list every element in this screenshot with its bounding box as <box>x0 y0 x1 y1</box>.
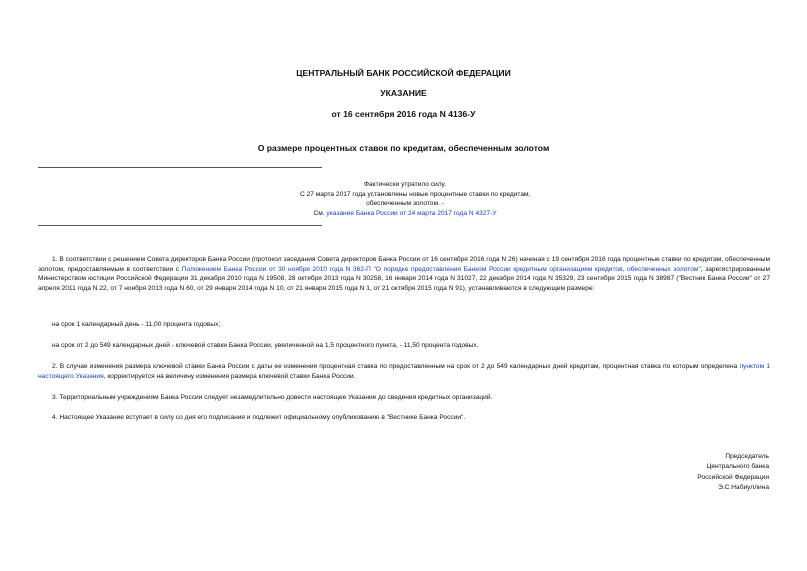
rate-item-1-day: на срок 1 календарный день - 11,00 процента годовых; <box>52 321 221 328</box>
organization-heading: ЦЕНТРАЛЬНЫЙ БАНК РОССИЙСКОЙ ФЕДЕРАЦИИ <box>296 68 511 78</box>
paragraph-4: 4. Настоящее Указание вступает в силу со дня его подписания и подлежит официальному опубликованию в "Вестнике Банка России". <box>52 414 466 421</box>
document-type-heading: УКАЗАНИЕ <box>380 88 427 98</box>
status-note-line-4 <box>300 209 510 219</box>
clause-1-link[interactable]: пунктом 1 настоящего Указания <box>38 363 770 380</box>
document-title: О размере процентных ставок по кредитам, обеспеченным золотом <box>257 143 550 153</box>
signature-organization: Центрального банка <box>706 463 769 471</box>
replacement-directive-link[interactable]: указание Банка России от 24 марта 2017 года N 4327-У <box>326 209 497 217</box>
divider-bottom <box>38 225 322 226</box>
document-date-number: от 16 сентября 2016 года N 4136-У <box>331 109 476 119</box>
regulation-362-p-link[interactable]: Положением Банка России от 30 ноября 2010 года N 362-П "О порядке предоставления Банком России кредитным организациям кредитов, обеспеченных золотом" <box>181 265 701 273</box>
divider-top <box>38 167 322 168</box>
signatory-name: Э.С.Набиуллина <box>718 484 769 492</box>
rate-item-2-549-days: на срок от 2 до 549 календарных дней - ключевой ставки Банка России, увеличенной на 1,5 процентного пункта, - 11,50 процента годовых. <box>52 342 479 349</box>
paragraph-3: 3. Территориальным учреждениям Банка России следует незамедлительно довести настоящее Указание до сведения кредитных организаций. <box>52 394 493 401</box>
signature-block <box>697 452 769 494</box>
paragraph-2-text-a: 2. В случае изменения размера ключевой ставки Банка России с даты ее изменения процентная ставка по предоставленным на срок от 2 до 549 календарных дней кредитам, процентная ставка по которым определена <box>52 363 740 370</box>
paragraph-1 <box>38 255 770 293</box>
paragraph-2-text-b: , корректируется на величину изменения размера ключевой ставки Банка России. <box>103 372 356 380</box>
status-note-prefix: См. <box>313 209 327 217</box>
paragraph-2 <box>38 362 770 381</box>
status-note-line-2: С 27 марта 2017 года установлены новые процентные ставки по кредитам, <box>300 190 531 198</box>
status-note-line-1: Фактически утратило силу. <box>363 181 447 188</box>
paragraph-1-text-a: 1. В соответствии с решением Совета директоров Банка России (протокол заседания Совета директоров Банка России от 16 сентября 2016 года N 26) начиная с 19 сентября 2016 года процентные ставки по кредитам, обеспеченным золотом, предоставляемым в соответствии с <box>38 256 770 273</box>
status-note <box>300 180 531 218</box>
signature-position: Председатель <box>725 453 769 460</box>
paragraph-1-text-b: , зарегистрированным Министерством юстиции Российской Федерации 31 декабря 2010 года N 19508, 28 октября 2013 года N 30258, 16 января 2014 года N 31027, 22 декабря 2014 года N 35329, 23 сентября 2015 года N 38987 ("Вестник Банка России" от 27 апреля 2011 года N 22, от 7 ноября 2013 года N 60, от 29 января 2014 года N 10, от 21 января 2015 года N 1, от 21 октября 2015 года N 91), устанавливаются в следующем размере: <box>38 265 770 292</box>
signature-country: Российской Федерации <box>697 473 769 481</box>
status-note-line-3: обеспеченным золотом. - <box>366 200 444 208</box>
